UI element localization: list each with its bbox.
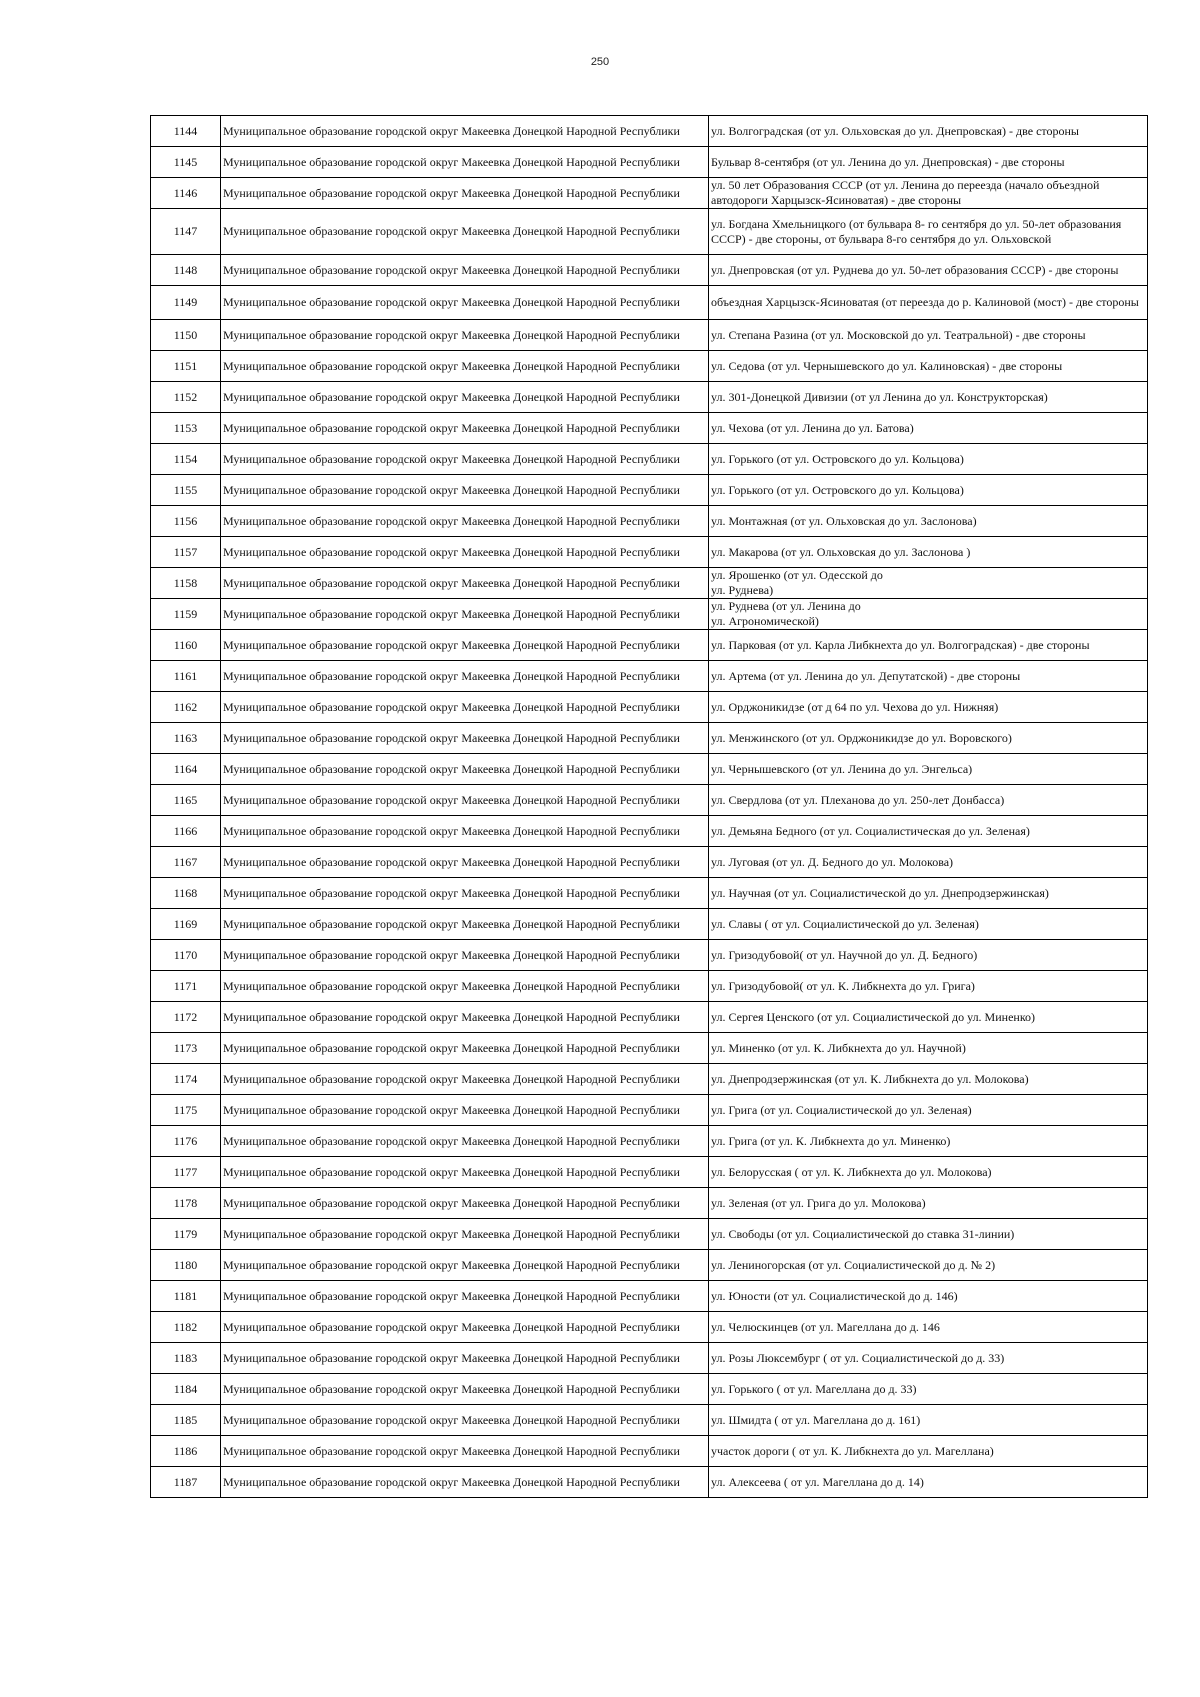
row-number: 1155 bbox=[151, 475, 221, 506]
row-number: 1171 bbox=[151, 971, 221, 1002]
municipality-name: Муниципальное образование городской округ Макеевка Донецкой Народной Республики bbox=[221, 1188, 709, 1219]
municipality-name: Муниципальное образование городской округ Макеевка Донецкой Народной Республики bbox=[221, 475, 709, 506]
row-number: 1179 bbox=[151, 1219, 221, 1250]
row-number: 1177 bbox=[151, 1157, 221, 1188]
row-number: 1176 bbox=[151, 1126, 221, 1157]
road-section: ул. Миненко (от ул. К. Либкнехта до ул. Научной) bbox=[709, 1033, 1148, 1064]
row-number: 1173 bbox=[151, 1033, 221, 1064]
municipality-name: Муниципальное образование городской округ Макеевка Донецкой Народной Республики bbox=[221, 940, 709, 971]
municipality-name: Муниципальное образование городской округ Макеевка Донецкой Народной Республики bbox=[221, 661, 709, 692]
row-number: 1156 bbox=[151, 506, 221, 537]
row-number: 1178 bbox=[151, 1188, 221, 1219]
municipality-name: Муниципальное образование городской округ Макеевка Донецкой Народной Республики bbox=[221, 178, 709, 209]
municipality-name: Муниципальное образование городской округ Макеевка Донецкой Народной Республики bbox=[221, 444, 709, 475]
road-section: ул. Днепровская (от ул. Руднева до ул. 50-лет образования СССР) - две стороны bbox=[709, 255, 1148, 286]
row-number: 1146 bbox=[151, 178, 221, 209]
row-number: 1184 bbox=[151, 1374, 221, 1405]
municipality-name: Муниципальное образование городской округ Макеевка Донецкой Народной Республики bbox=[221, 382, 709, 413]
municipality-name: Муниципальное образование городской округ Макеевка Донецкой Народной Республики bbox=[221, 971, 709, 1002]
road-section: ул. Артема (от ул. Ленина до ул. Депутатской) - две стороны bbox=[709, 661, 1148, 692]
row-number: 1163 bbox=[151, 723, 221, 754]
row-number: 1182 bbox=[151, 1312, 221, 1343]
row-number: 1187 bbox=[151, 1467, 221, 1498]
road-section: ул. Монтажная (от ул. Ольховская до ул. Заслонова) bbox=[709, 506, 1148, 537]
table-row bbox=[151, 661, 1148, 692]
road-section: ул. Сергея Ценского (от ул. Социалистической до ул. Миненко) bbox=[709, 1002, 1148, 1033]
row-number: 1153 bbox=[151, 413, 221, 444]
row-number: 1167 bbox=[151, 847, 221, 878]
road-section: ул. 50 лет Образования СССР (от ул. Ленина до переезда (начало объездной автодороги Харцызск-Ясиноватая) - две стороны bbox=[709, 178, 1148, 209]
table-row bbox=[151, 940, 1148, 971]
row-number: 1175 bbox=[151, 1095, 221, 1126]
road-section: ул. Научная (от ул. Социалистической до ул. Днепродзержинская) bbox=[709, 878, 1148, 909]
row-number: 1166 bbox=[151, 816, 221, 847]
municipality-name: Муниципальное образование городской округ Макеевка Донецкой Народной Республики bbox=[221, 147, 709, 178]
table-row bbox=[151, 754, 1148, 785]
table-row bbox=[151, 971, 1148, 1002]
row-number: 1151 bbox=[151, 351, 221, 382]
municipality-name: Муниципальное образование городской округ Макеевка Донецкой Народной Республики bbox=[221, 351, 709, 382]
municipality-name: Муниципальное образование городской округ Макеевка Донецкой Народной Республики bbox=[221, 116, 709, 147]
road-section: ул. Чернышевского (от ул. Ленина до ул. Энгельса) bbox=[709, 754, 1148, 785]
road-section: ул. Менжинского (от ул. Орджоникидзе до ул. Воровского) bbox=[709, 723, 1148, 754]
road-section: ул. Шмидта ( от ул. Магеллана до д. 161) bbox=[709, 1405, 1148, 1436]
table-row bbox=[151, 1374, 1148, 1405]
road-section: ул. Лениногорская (от ул. Социалистической до д. № 2) bbox=[709, 1250, 1148, 1281]
municipality-name: Муниципальное образование городской округ Макеевка Донецкой Народной Республики bbox=[221, 568, 709, 599]
table-row bbox=[151, 286, 1148, 320]
municipality-name: Муниципальное образование городской округ Макеевка Донецкой Народной Республики bbox=[221, 1281, 709, 1312]
road-section: участок дороги ( от ул. К. Либкнехта до ул. Магеллана) bbox=[709, 1436, 1148, 1467]
road-section: ул. Зеленая (от ул. Грига до ул. Молокова) bbox=[709, 1188, 1148, 1219]
municipality-name: Муниципальное образование городской округ Макеевка Донецкой Народной Республики bbox=[221, 1219, 709, 1250]
municipality-name: Муниципальное образование городской округ Макеевка Донецкой Народной Республики bbox=[221, 1467, 709, 1498]
table-row bbox=[151, 1033, 1148, 1064]
row-number: 1159 bbox=[151, 599, 221, 630]
road-section: ул. Руднева (от ул. Ленина до ул. Агрономической) bbox=[709, 599, 1148, 630]
road-section: ул. Горького (от ул. Островского до ул. Кольцова) bbox=[709, 444, 1148, 475]
municipality-name: Муниципальное образование городской округ Макеевка Донецкой Народной Республики bbox=[221, 1436, 709, 1467]
table-row bbox=[151, 413, 1148, 444]
road-section: ул. Грига (от ул. К. Либкнехта до ул. Миненко) bbox=[709, 1126, 1148, 1157]
table-row bbox=[151, 147, 1148, 178]
row-number: 1147 bbox=[151, 209, 221, 255]
municipality-name: Муниципальное образование городской округ Макеевка Донецкой Народной Республики bbox=[221, 1002, 709, 1033]
municipality-name: Муниципальное образование городской округ Макеевка Донецкой Народной Республики bbox=[221, 878, 709, 909]
road-section: ул. Парковая (от ул. Карла Либкнехта до ул. Волгоградская) - две стороны bbox=[709, 630, 1148, 661]
municipality-name: Муниципальное образование городской округ Макеевка Донецкой Народной Республики bbox=[221, 413, 709, 444]
municipality-name: Муниципальное образование городской округ Макеевка Донецкой Народной Республики bbox=[221, 1126, 709, 1157]
table-row bbox=[151, 116, 1148, 147]
table-row bbox=[151, 785, 1148, 816]
road-section: ул. Богдана Хмельницкого (от бульвара 8- го сентября до ул. 50-лет образования СССР) - две стороны, от бульвара 8-го сентября до ул. Ольховской bbox=[709, 209, 1148, 255]
table-row bbox=[151, 475, 1148, 506]
municipality-name: Муниципальное образование городской округ Макеевка Донецкой Народной Республики bbox=[221, 909, 709, 940]
row-number: 1145 bbox=[151, 147, 221, 178]
table-row bbox=[151, 1436, 1148, 1467]
page-number: 250 bbox=[590, 56, 610, 68]
road-section: ул. Гризодубовой( от ул. К. Либкнехта до ул. Грига) bbox=[709, 971, 1148, 1002]
row-number: 1150 bbox=[151, 320, 221, 351]
road-section: ул. Челюскинцев (от ул. Магеллана до д. 146 bbox=[709, 1312, 1148, 1343]
municipality-name: Муниципальное образование городской округ Макеевка Донецкой Народной Республики bbox=[221, 816, 709, 847]
table-row bbox=[151, 1126, 1148, 1157]
road-section: ул. Демьяна Бедного (от ул. Социалистическая до ул. Зеленая) bbox=[709, 816, 1148, 847]
row-number: 1161 bbox=[151, 661, 221, 692]
road-section: ул. Свободы (от ул. Социалистической до ставка 31-линии) bbox=[709, 1219, 1148, 1250]
municipality-name: Муниципальное образование городской округ Макеевка Донецкой Народной Республики bbox=[221, 599, 709, 630]
road-registry-table bbox=[150, 115, 1148, 1498]
municipality-name: Муниципальное образование городской округ Макеевка Донецкой Народной Республики bbox=[221, 785, 709, 816]
row-number: 1144 bbox=[151, 116, 221, 147]
municipality-name: Муниципальное образование городской округ Макеевка Донецкой Народной Республики bbox=[221, 320, 709, 351]
row-number: 1185 bbox=[151, 1405, 221, 1436]
table-row bbox=[151, 351, 1148, 382]
road-section: ул. Юности (от ул. Социалистической до д. 146) bbox=[709, 1281, 1148, 1312]
municipality-name: Муниципальное образование городской округ Макеевка Донецкой Народной Республики bbox=[221, 1343, 709, 1374]
municipality-name: Муниципальное образование городской округ Макеевка Донецкой Народной Республики bbox=[221, 1374, 709, 1405]
row-number: 1149 bbox=[151, 286, 221, 320]
road-section: ул. Гризодубовой( от ул. Научной до ул. Д. Бедного) bbox=[709, 940, 1148, 971]
table-body bbox=[151, 116, 1148, 1498]
table-row bbox=[151, 1250, 1148, 1281]
road-section: ул. Ярошенко (от ул. Одесской до ул. Руднева) bbox=[709, 568, 1148, 599]
row-number: 1154 bbox=[151, 444, 221, 475]
row-number: 1168 bbox=[151, 878, 221, 909]
municipality-name: Муниципальное образование городской округ Макеевка Донецкой Народной Республики bbox=[221, 1157, 709, 1188]
municipality-name: Муниципальное образование городской округ Макеевка Донецкой Народной Республики bbox=[221, 723, 709, 754]
row-number: 1162 bbox=[151, 692, 221, 723]
table-row bbox=[151, 1157, 1148, 1188]
municipality-name: Муниципальное образование городской округ Макеевка Донецкой Народной Республики bbox=[221, 1312, 709, 1343]
table-row bbox=[151, 1405, 1148, 1436]
table-row bbox=[151, 909, 1148, 940]
table-row bbox=[151, 382, 1148, 413]
row-number: 1169 bbox=[151, 909, 221, 940]
row-number: 1174 bbox=[151, 1064, 221, 1095]
row-number: 1157 bbox=[151, 537, 221, 568]
table-row bbox=[151, 1219, 1148, 1250]
municipality-name: Муниципальное образование городской округ Макеевка Донецкой Народной Республики bbox=[221, 1064, 709, 1095]
table-row bbox=[151, 506, 1148, 537]
table-row bbox=[151, 1467, 1148, 1498]
road-section: ул. Седова (от ул. Чернышевского до ул. Калиновская) - две стороны bbox=[709, 351, 1148, 382]
table-row bbox=[151, 692, 1148, 723]
table-row bbox=[151, 320, 1148, 351]
road-section: ул. Горького ( от ул. Магеллана до д. 33) bbox=[709, 1374, 1148, 1405]
municipality-name: Муниципальное образование городской округ Макеевка Донецкой Народной Республики bbox=[221, 847, 709, 878]
table-row bbox=[151, 847, 1148, 878]
row-number: 1170 bbox=[151, 940, 221, 971]
row-number: 1164 bbox=[151, 754, 221, 785]
table-row bbox=[151, 878, 1148, 909]
row-number: 1180 bbox=[151, 1250, 221, 1281]
road-section: ул. Макарова (от ул. Ольховская до ул. Заслонова ) bbox=[709, 537, 1148, 568]
road-section: объездная Харцызск-Ясиноватая (от переезда до р. Калиновой (мост) - две стороны bbox=[709, 286, 1148, 320]
road-section: ул. Чехова (от ул. Ленина до ул. Батова) bbox=[709, 413, 1148, 444]
table-row bbox=[151, 537, 1148, 568]
road-section: ул. Алексеева ( от ул. Магеллана до д. 14) bbox=[709, 1467, 1148, 1498]
road-section: ул. Грига (от ул. Социалистической до ул. Зеленая) bbox=[709, 1095, 1148, 1126]
table-row bbox=[151, 630, 1148, 661]
municipality-name: Муниципальное образование городской округ Макеевка Донецкой Народной Республики bbox=[221, 506, 709, 537]
municipality-name: Муниципальное образование городской округ Макеевка Донецкой Народной Республики bbox=[221, 630, 709, 661]
row-number: 1165 bbox=[151, 785, 221, 816]
municipality-name: Муниципальное образование городской округ Макеевка Донецкой Народной Республики bbox=[221, 692, 709, 723]
road-section: ул. Розы Люксембург ( от ул. Социалистической до д. 33) bbox=[709, 1343, 1148, 1374]
table-row bbox=[151, 1002, 1148, 1033]
row-number: 1186 bbox=[151, 1436, 221, 1467]
municipality-name: Муниципальное образование городской округ Макеевка Донецкой Народной Республики bbox=[221, 1095, 709, 1126]
table-row bbox=[151, 1312, 1148, 1343]
road-section: ул. Славы ( от ул. Социалистической до ул. Зеленая) bbox=[709, 909, 1148, 940]
row-number: 1158 bbox=[151, 568, 221, 599]
road-section: ул. Луговая (от ул. Д. Бедного до ул. Молокова) bbox=[709, 847, 1148, 878]
table-row bbox=[151, 444, 1148, 475]
road-section: ул. 301-Донецкой Дивизии (от ул Ленина до ул. Конструкторская) bbox=[709, 382, 1148, 413]
municipality-name: Муниципальное образование городской округ Макеевка Донецкой Народной Республики bbox=[221, 1250, 709, 1281]
row-number: 1152 bbox=[151, 382, 221, 413]
table-row bbox=[151, 178, 1148, 209]
table-row bbox=[151, 1064, 1148, 1095]
road-section: ул. Волгоградская (от ул. Ольховская до ул. Днепровская) - две стороны bbox=[709, 116, 1148, 147]
row-number: 1183 bbox=[151, 1343, 221, 1374]
table-row bbox=[151, 1095, 1148, 1126]
road-section: ул. Орджоникидзе (от д 64 по ул. Чехова до ул. Нижняя) bbox=[709, 692, 1148, 723]
row-number: 1160 bbox=[151, 630, 221, 661]
municipality-name: Муниципальное образование городской округ Макеевка Донецкой Народной Республики bbox=[221, 1033, 709, 1064]
row-number: 1181 bbox=[151, 1281, 221, 1312]
road-section: ул. Горького (от ул. Островского до ул. Кольцова) bbox=[709, 475, 1148, 506]
table-row bbox=[151, 209, 1148, 255]
table-row bbox=[151, 1281, 1148, 1312]
municipality-name: Муниципальное образование городской округ Макеевка Донецкой Народной Республики bbox=[221, 754, 709, 785]
table-row bbox=[151, 568, 1148, 599]
road-section: ул. Днепродзержинская (от ул. К. Либкнехта до ул. Молокова) bbox=[709, 1064, 1148, 1095]
table-row bbox=[151, 255, 1148, 286]
road-section: ул. Белорусская ( от ул. К. Либкнехта до ул. Молокова) bbox=[709, 1157, 1148, 1188]
table-row bbox=[151, 1188, 1148, 1219]
municipality-name: Муниципальное образование городской округ Макеевка Донецкой Народной Республики bbox=[221, 209, 709, 255]
road-section: ул. Степана Разина (от ул. Московской до ул. Театральной) - две стороны bbox=[709, 320, 1148, 351]
municipality-name: Муниципальное образование городской округ Макеевка Донецкой Народной Республики bbox=[221, 286, 709, 320]
municipality-name: Муниципальное образование городской округ Макеевка Донецкой Народной Республики bbox=[221, 537, 709, 568]
table-row bbox=[151, 1343, 1148, 1374]
row-number: 1172 bbox=[151, 1002, 221, 1033]
table-row bbox=[151, 599, 1148, 630]
road-section: Бульвар 8-сентября (от ул. Ленина до ул. Днепровская) - две стороны bbox=[709, 147, 1148, 178]
road-section: ул. Свердлова (от ул. Плеханова до ул. 250-лет Донбасса) bbox=[709, 785, 1148, 816]
row-number: 1148 bbox=[151, 255, 221, 286]
table-row bbox=[151, 723, 1148, 754]
municipality-name: Муниципальное образование городской округ Макеевка Донецкой Народной Республики bbox=[221, 255, 709, 286]
table-row bbox=[151, 816, 1148, 847]
municipality-name: Муниципальное образование городской округ Макеевка Донецкой Народной Республики bbox=[221, 1405, 709, 1436]
